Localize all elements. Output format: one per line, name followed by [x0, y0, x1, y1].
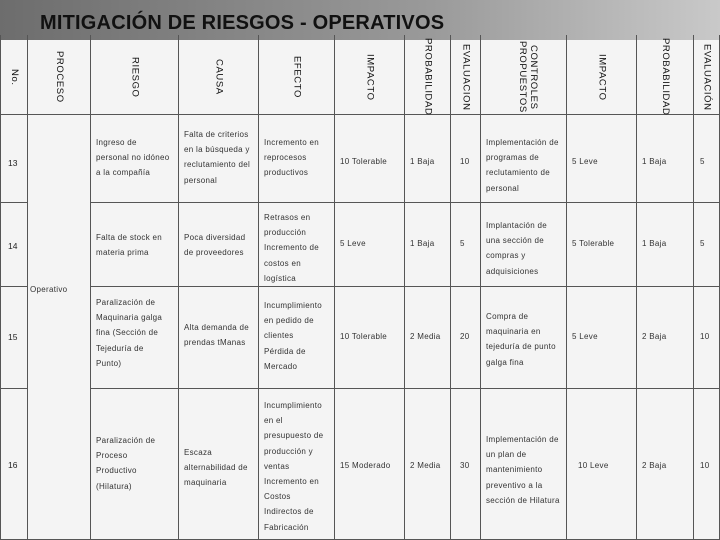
header-riesgo: RIESGO: [129, 56, 141, 98]
header-impacto: IMPACTO: [364, 53, 376, 101]
evaluacion-cell: 5: [460, 239, 465, 248]
probabilidad-residual-cell: 2 Baja: [642, 461, 667, 470]
probabilidad-cell: 1 Baja: [410, 239, 435, 248]
header-proceso: PROCESO: [53, 51, 65, 103]
page-title: MITIGACIÓN DE RIESGOS - OPERATIVOS: [40, 12, 445, 34]
evaluacion-cell: 30: [460, 461, 470, 470]
efecto-cell: Incumplimiento en pedido de clientes Pérdida de Mercado: [264, 301, 323, 371]
process-label: Operativo: [30, 285, 68, 294]
causa-cell: Alta demanda de prendas tManas: [184, 323, 249, 348]
riesgo-cell: Ingreso de personal no idóneo a la compañía: [96, 138, 170, 178]
causa-cell: Falta de criterios en la búsqueda y reclutamiento del personal: [184, 130, 251, 185]
evaluacion-cell: 20: [460, 332, 470, 341]
impacto-cell: 5 Leve: [340, 239, 366, 248]
probabilidad-cell: 2 Media: [410, 461, 441, 470]
header-impacto-residual: IMPACTO: [596, 53, 608, 101]
header-probabilidad: PROBABILIDAD: [422, 38, 434, 116]
row-number: 16: [8, 460, 18, 470]
riesgo-cell: Falta de stock en materia prima: [96, 233, 163, 258]
probabilidad-residual-cell: 1 Baja: [642, 239, 667, 248]
impacto-residual-cell: 5 Leve: [572, 332, 598, 341]
probabilidad-cell: 1 Baja: [410, 157, 435, 166]
header-evaluacion: EVALUACION: [460, 43, 472, 111]
evaluacion-residual-cell: 10: [700, 332, 710, 341]
header-efecto: EFECTO: [291, 56, 303, 98]
impacto-cell: 10 Tolerable: [340, 332, 388, 341]
controles-cell: Implantación de una sección de compras y adquisiciones: [486, 221, 547, 276]
impacto-cell: 10 Tolerable: [340, 157, 388, 166]
controles-cell: Implementación de programas de reclutamiento de personal: [486, 138, 559, 193]
evaluacion-residual-cell: 5: [700, 239, 705, 248]
controles-cell: Implementación de un plan de mantenimiento preventivo a la sección de Hilatura: [486, 435, 560, 505]
header-evaluacion-residual: EVALUACIÓN: [701, 43, 713, 111]
causa-cell: Poca diversidad de proveedores: [184, 233, 246, 258]
impacto-residual-cell: 5 Tolerable: [572, 239, 615, 248]
evaluacion-residual-cell: 10: [700, 461, 710, 470]
impacto-cell: 15 Moderado: [340, 461, 391, 470]
controles-cell: Compra de maquinaria en tejeduría de punto galga fina: [486, 312, 556, 367]
efecto-cell: Retrasos en producción Incremento de costos en logística: [264, 213, 320, 283]
probabilidad-residual-cell: 2 Baja: [642, 332, 667, 341]
row-number: 15: [8, 332, 18, 342]
row-number: 14: [8, 241, 18, 251]
riesgo-cell: Paralización de Maquinaria galga fina (Sección de Tejeduría de Punto): [96, 298, 163, 368]
header-controles: CONTROLES PROPUESTOS: [517, 41, 539, 113]
evaluacion-cell: 10: [460, 157, 470, 166]
efecto-cell: Incremento en reprocesos productivos: [264, 138, 320, 178]
riesgo-cell: Paralización de Proceso Productivo (Hilatura): [96, 436, 156, 491]
probabilidad-residual-cell: 1 Baja: [642, 157, 667, 166]
probabilidad-cell: 2 Media: [410, 332, 441, 341]
efecto-cell: Incumplimiento en el presupuesto de producción y ventas Incremento en Costos Indirectos de Fabricación: [264, 401, 324, 532]
header-probabilidad-residual: PROBABILIDAD: [659, 38, 671, 116]
row-number: 13: [8, 158, 18, 168]
impacto-residual-cell: 5 Leve: [572, 157, 598, 166]
impacto-residual-cell: 10 Leve: [578, 461, 609, 470]
evaluacion-residual-cell: 5: [700, 157, 705, 166]
causa-cell: Escaza alternabilidad de maquinaria: [184, 448, 248, 488]
header-causa: CAUSA: [213, 59, 225, 95]
header-no: No.: [8, 68, 20, 86]
